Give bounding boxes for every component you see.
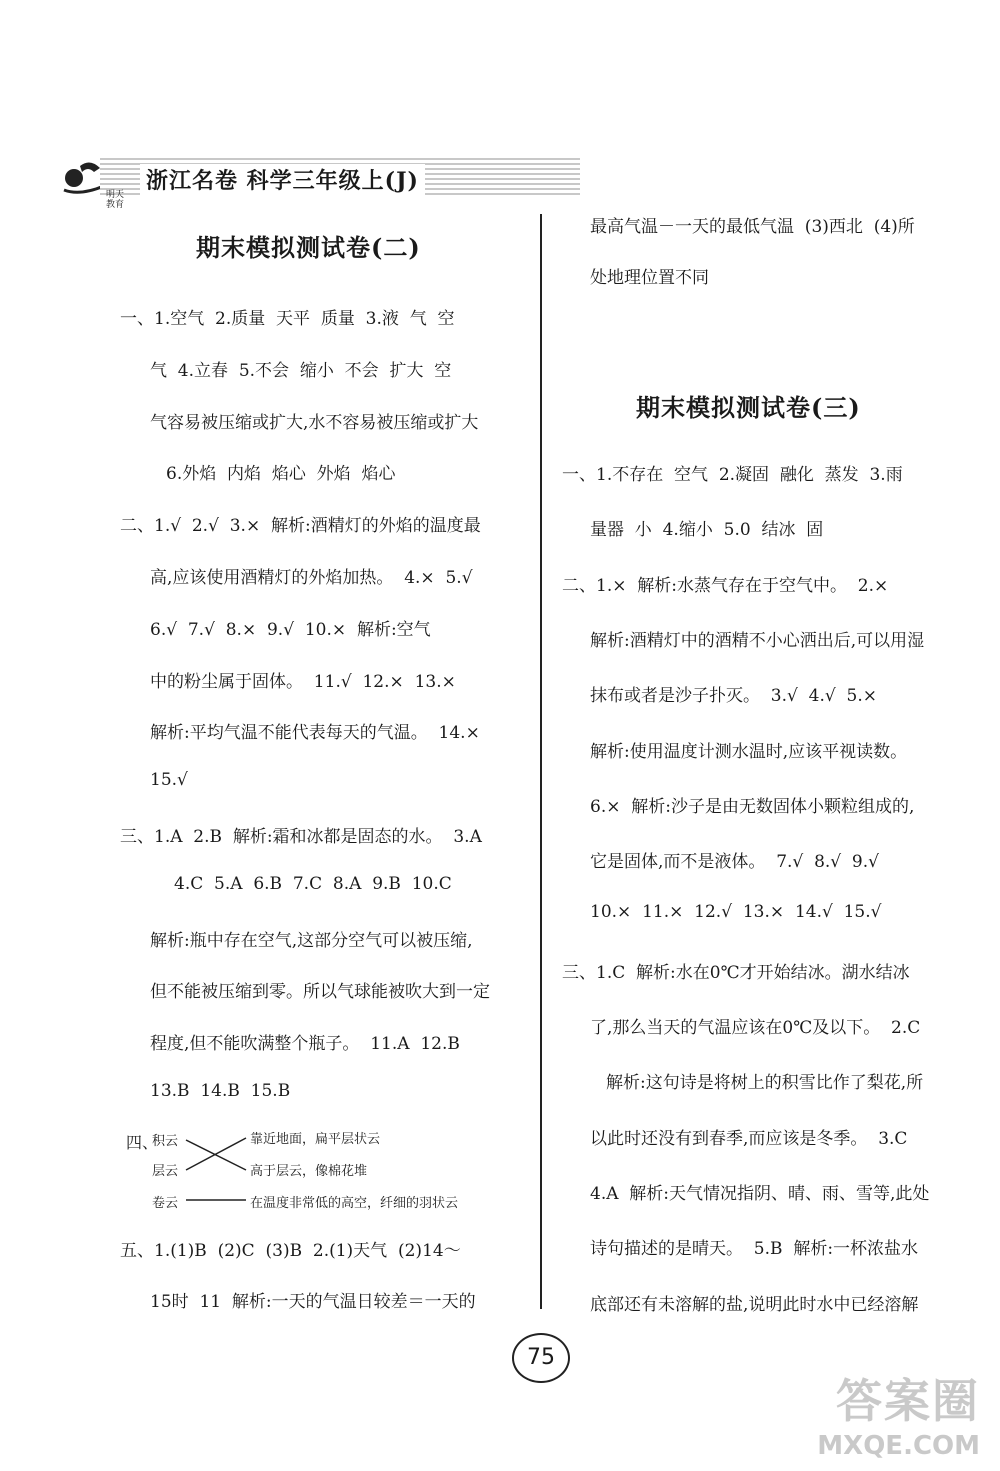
answer-line: 底部还有未溶解的盐,说明此时水中已经溶解	[590, 1294, 919, 1315]
watermark-url: MXQE.COM	[817, 1431, 980, 1461]
match-left-3: 卷云	[152, 1196, 179, 1211]
answer-line: 一、1.空气 2.质量 天平 质量 3.液 气 空	[120, 309, 455, 329]
answer-line: 15时 11 解析:一天的气温日较差＝一天的	[150, 1292, 476, 1312]
answer-line: 解析:使用温度计测水温时,应该平视读数。	[590, 741, 908, 762]
answer-line: 15.√	[150, 770, 188, 791]
answer-line: 它是固体,而不是液体。 7.√ 8.√ 9.√	[590, 852, 879, 873]
match-right-3: 在温度非常低的高空，纤细的羽状云	[250, 1196, 459, 1211]
answer-line: 量器 小 4.缩小 5.0 结冰 固	[590, 520, 824, 541]
page-number: 75	[512, 1333, 570, 1383]
watermark	[817, 1365, 980, 1461]
answer-line: 诗句描述的是晴天。 5.B 解析:一杯浓盐水	[590, 1239, 919, 1260]
answer-line: 高,应该使用酒精灯的外焰加热。 4.× 5.√	[150, 568, 473, 588]
book-header	[60, 150, 580, 210]
answer-line: 6.外焰 内焰 焰心 外焰 焰心	[166, 464, 396, 485]
answer-line: 程度,但不能吹满整个瓶子。 11.A 12.B	[150, 1034, 460, 1055]
answer-line: 4.A 解析:天气情况指阴、晴、雨、雪等,此处	[590, 1183, 930, 1204]
answer-line: 三、1.A 2.B 解析:霜和冰都是固态的水。 3.A	[120, 827, 482, 847]
answer-line: 了,那么当天的气温应该在0℃及以下。 2.C	[590, 1018, 921, 1038]
match-left-1: 积云	[152, 1134, 179, 1149]
answer-line: 6.√ 7.√ 8.× 9.√ 10.× 解析:空气	[150, 619, 431, 640]
answer-line: 解析:这句诗是将树上的积雪比作了梨花,所	[606, 1073, 924, 1094]
answer-line: 4.C 5.A 6.B 7.C 8.A 9.B 10.C	[174, 873, 452, 894]
matching-lines	[184, 1130, 250, 1210]
answer-line: 解析:酒精灯中的酒精不小心洒出后,可以用湿	[590, 630, 925, 651]
answer-line: 10.× 11.× 12.√ 13.× 14.√ 15.√	[590, 902, 882, 923]
match-prefix: 四、	[126, 1133, 159, 1152]
answer-line: 抹布或者是沙子扑灭。 3.√ 4.√ 5.×	[590, 686, 877, 707]
answer-line: 最高气温－一天的最低气温 (3)西北 (4)所	[590, 217, 915, 237]
match-left-2: 层云	[152, 1164, 179, 1179]
answer-line: 五、1.(1)B (2)C (3)B 2.(1)天气 (2)14～	[120, 1241, 461, 1261]
answer-line: 以此时还没有到春季,而应该是冬季。 3.C	[590, 1128, 908, 1149]
answer-line: 但不能被压缩到零。所以气球能被吹大到一定	[150, 982, 490, 1003]
answer-line: 二、1.√ 2.√ 3.× 解析:酒精灯的外焰的温度最	[120, 516, 481, 537]
answer-line: 解析:平均气温不能代表每天的气温。 14.×	[150, 723, 480, 744]
answer-line: 气容易被压缩或扩大,水不容易被压缩或扩大	[150, 412, 479, 433]
answer-line: 6.× 解析:沙子是由无数固体小颗粒组成的,	[590, 796, 915, 817]
book-title: 浙江名卷 科学三年级上(J)	[140, 164, 425, 195]
publisher-tagline: 明天教育	[106, 190, 125, 210]
match-right-2: 高于层云，像棉花堆	[250, 1164, 368, 1179]
watermark-brand: 答案圈	[836, 1374, 980, 1428]
answer-line: 三、1.C 解析:水在0℃才开始结冰。湖水结冰	[562, 962, 910, 983]
answer-line: 二、1.× 解析:水蒸气存在于空气中。 2.×	[562, 575, 889, 596]
match-right-1: 靠近地面，扁平层状云	[250, 1132, 381, 1147]
answer-line: 一、1.不存在 空气 2.凝固 融化 蒸发 3.雨	[562, 465, 903, 485]
answer-line: 处地理位置不同	[590, 268, 709, 288]
answer-line: 中的粉尘属于固体。 11.√ 12.× 13.×	[150, 671, 456, 692]
answer-line: 13.B 14.B 15.B	[150, 1081, 291, 1101]
column-divider	[540, 214, 542, 1309]
section-title-exam-3: 期末模拟测试卷(三)	[636, 393, 861, 422]
section-title-exam-2: 期末模拟测试卷(二)	[196, 233, 421, 262]
answer-line: 解析:瓶中存在空气,这部分空气可以被压缩,	[150, 930, 473, 951]
answer-line: 气 4.立春 5.不会 缩小 不会 扩大 空	[150, 360, 452, 381]
